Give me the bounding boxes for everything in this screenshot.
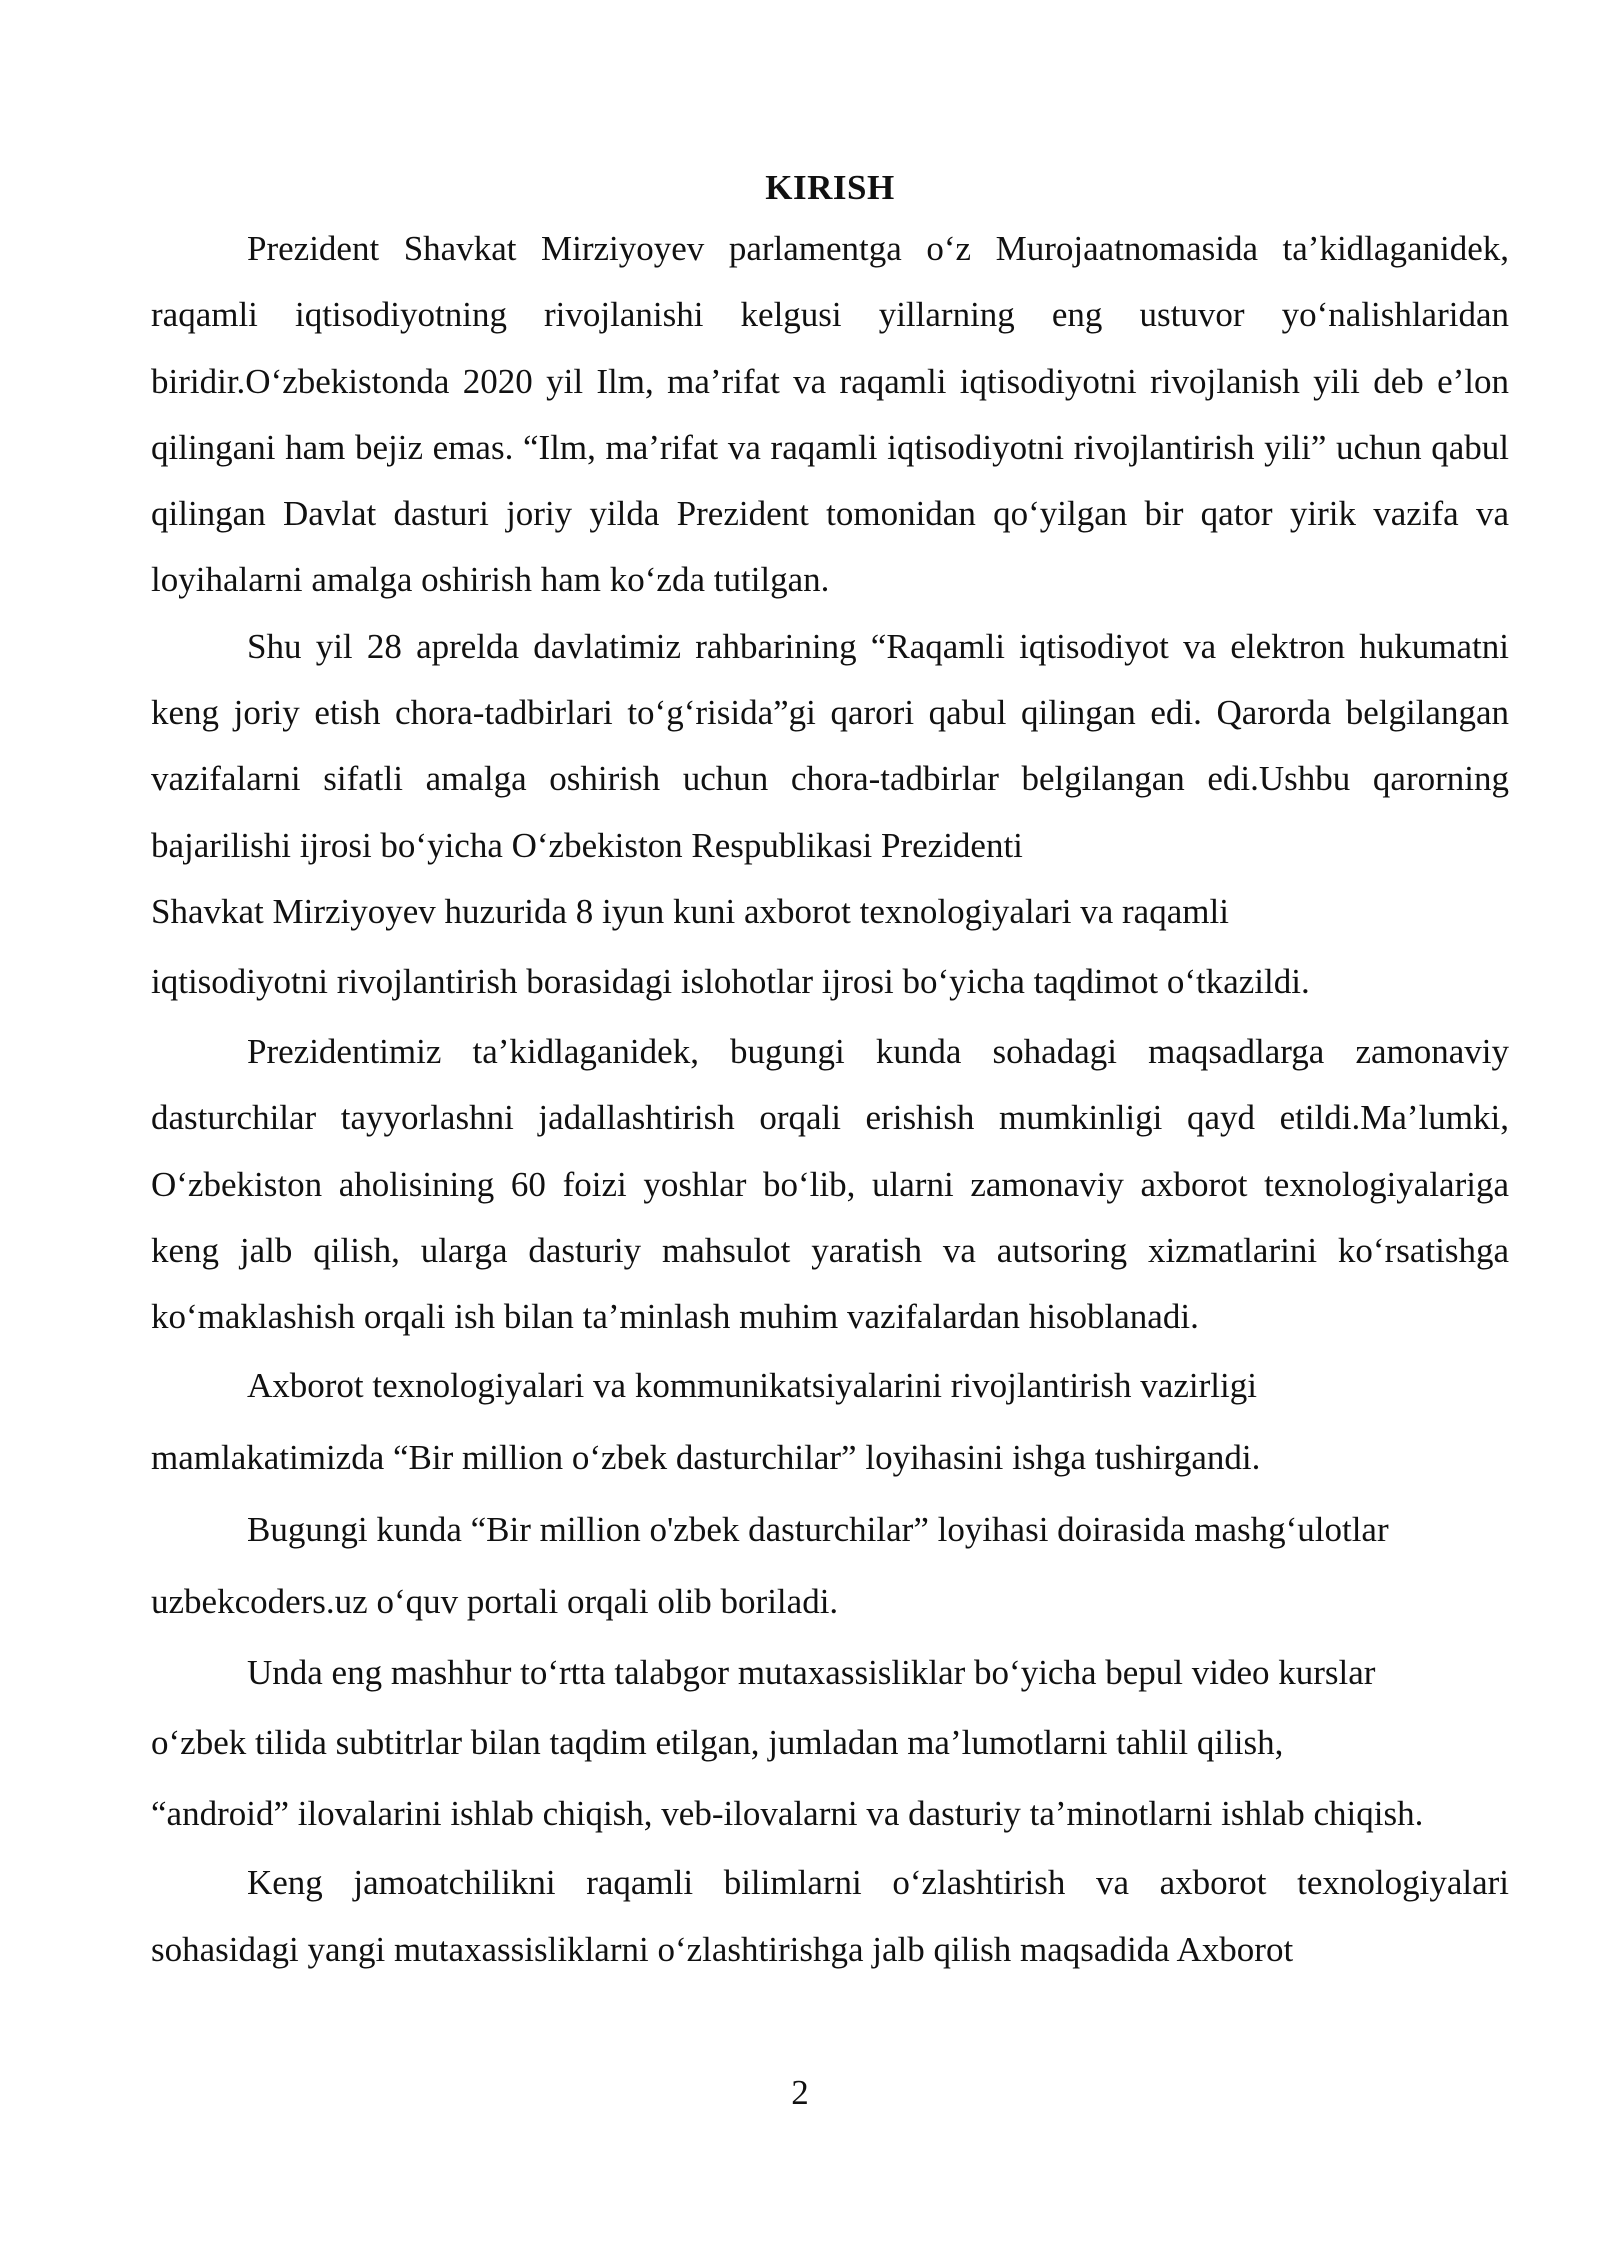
page-content [151, 160, 1509, 1983]
text-line: Bugungi kunda “Bir million o'zbek dasturchilar” loyihasi doirasida mashg‘ulotlar [247, 1510, 1389, 1550]
paragraph-7: Keng jamoatchilikni raqamli bilimlarni o‘zlashtirish va axborot texnologiyalari sohasidagi yangi mutaxassisliklarni o‘zlashtirishga jalb qilish maqsadida Axborot [151, 1863, 1509, 1969]
text-line: “android” ilovalarini ishlab chiqish, veb-ilovalarni va dasturiy ta’minotlarni ishlab chiqish. [151, 1794, 1424, 1834]
page-number: 2 [791, 2073, 809, 2112]
paragraph-6 [151, 1638, 1509, 1850]
paragraph-1: Prezident Shavkat Mirziyoyev parlamentga o‘z Murojaatnomasida ta’kidlaganidek, raqamli iqtisodiyotning rivojlanishi kelgusi yillarning eng ustuvor yo‘nalishlaridan biridir.O‘zbekistonda 2020 yil Ilm, ma’rifat va raqamli iqtisodiyotni rivojlanish yili deb e’lon qilingani ham bejiz emas. “Ilm, ma’rifat va raqamli iqtisodiyotni rivojlantirish yili” uchun qabul qilingan Davlat dasturi joriy yilda Prezident tomonidan qo‘yilgan bir qator yirik vazifa va loyihalarni amalga oshirish ham ko‘zda tutilgan. [151, 229, 1509, 600]
paragraph-2: Shu yil 28 aprelda davlatimiz rahbarining “Raqamli iqtisodiyot va elektron hukumatni keng joriy etish chora-tadbirlari to‘g‘risida”gi qarori qabul qilingan edi. Qarorda belgilangan vazifalarni sifatli amalga oshirish uchun chora-tadbirlar belgilangan edi.Ushbu qarorning bajarilishi ijrosi bo‘yicha O‘zbekiston Respublikasi Prezidenti [151, 626, 1509, 865]
text-line: uzbekcoders.uz o‘quv portali orqali olib boriladi. [151, 1582, 839, 1622]
text-line: Unda eng mashhur to‘rtta talabgor mutaxassisliklar bo‘yicha bepul video kurslar [247, 1653, 1376, 1693]
text-line: o‘zbek tilida subtitrlar bilan taqdim etilgan, jumladan ma’lumotlarni tahlil qilish, [151, 1723, 1284, 1763]
text-line: Axborot texnologiyalari va kommunikatsiyalarini rivojlantirish vazirligi [247, 1366, 1257, 1406]
text-line: Shavkat Mirziyoyev huzurida 8 iyun kuni axborot texnologiyalari va raqamli [151, 891, 1229, 931]
paragraph-2-continuation [151, 879, 1509, 1019]
paragraph-4 [151, 1350, 1509, 1494]
paragraph-5 [151, 1494, 1509, 1638]
text-line: iqtisodiyotni rivojlantirish borasidagi islohotlar ijrosi bo‘yicha taqdimot o‘tkazildi. [151, 961, 1310, 1001]
section-heading: KIRISH [765, 168, 895, 207]
paragraph-3: Prezidentimiz ta’kidlaganidek, bugungi kunda sohadagi maqsadlarga zamonaviy dasturchilar tayyorlashni jadallashtirish orqali erishish mumkinligi qayd etildi.Ma’lumki, O‘zbekiston aholisining 60 foizi yoshlar bo‘lib, ularni zamonaviy axborot texnologiyalariga keng jalb qilish, ularga dasturiy mahsulot yaratish va autsoring xizmatlarini ko‘rsatishga ko‘maklashish orqali ish bilan ta’minlash muhim vazifalardan hisoblanadi. [151, 1031, 1509, 1337]
text-line: mamlakatimizda “Bir million o‘zbek dasturchilar” loyihasini ishga tushirgandi. [151, 1438, 1261, 1478]
